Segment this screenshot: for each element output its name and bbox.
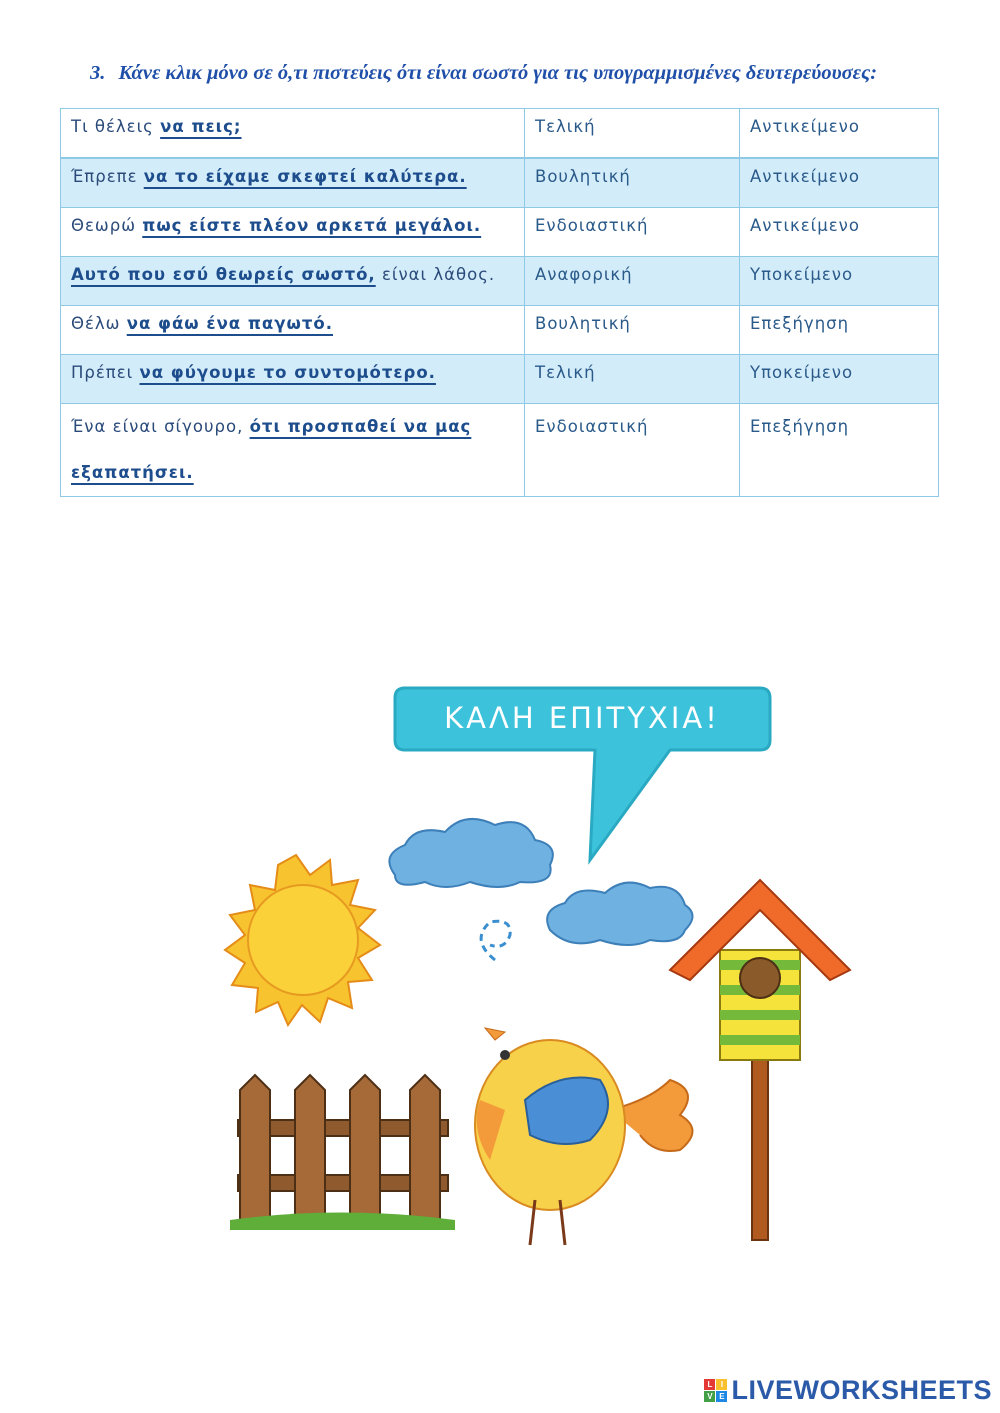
table-row [61,355,939,404]
underlined-clause: ότι προσπαθεί να μας εξαπατήσει. [71,417,472,482]
bird-icon [475,921,693,1245]
answer-option-clause-type[interactable]: Αναφορική [525,257,740,306]
instruction-heading [90,62,970,85]
brand-name: LIVEWORKSHEETS [731,1375,992,1405]
underlined-clause: πως είστε πλέον αρκετά μεγάλοι. [142,216,482,235]
exercise-table [60,108,939,497]
table-row [61,208,939,257]
cloud-icon [389,819,552,887]
underlined-clause: να φύγουμε το συντομότερο. [139,363,436,382]
good-luck-illustration [200,660,900,1260]
sentence-cell: Έπρεπε να το είχαμε σκεφτεί καλύτερα. [61,158,525,208]
answer-option-clause-type[interactable]: Ενδοιαστική [525,404,740,497]
table-row [61,306,939,355]
table-row [61,257,939,306]
sentence-cell: Θεωρώ πως είστε πλέον αρκετά μεγάλοι. [61,208,525,257]
fence-icon [230,1075,455,1230]
answer-option-syntax-role[interactable]: Αντικείμενο [740,208,939,257]
answer-option-syntax-role[interactable]: Επεξήγηση [740,404,939,497]
answer-option-clause-type[interactable]: Βουλητική [525,306,740,355]
sentence-cell: Θέλω να φάω ένα παγωτό. [61,306,525,355]
speech-bubble-text: ΚΑΛΗ ΕΠΙΤΥΧΙΑ! [444,701,720,735]
table-row [61,158,939,208]
answer-option-syntax-role[interactable]: Αντικείμενο [740,158,939,208]
underlined-clause: να το είχαμε σκεφτεί καλύτερα. [143,167,467,186]
answer-option-clause-type[interactable]: Βουλητική [525,158,740,208]
instruction-number: 3. [90,62,106,84]
table-row [61,404,939,497]
cloud-icon [547,883,692,945]
sentence-cell: Αυτό που εσύ θεωρείς σωστό, είναι λάθος. [61,257,525,306]
underlined-clause: να πεις; [160,117,242,136]
brand-footer [704,1375,992,1406]
answer-option-clause-type[interactable]: Τελική [525,109,740,159]
birdhouse-icon [670,880,850,1240]
answer-option-syntax-role[interactable]: Αντικείμενο [740,109,939,159]
sun-icon [225,855,380,1025]
answer-option-clause-type[interactable]: Τελική [525,355,740,404]
answer-option-syntax-role[interactable]: Υποκείμενο [740,355,939,404]
table-row [61,109,939,159]
sentence-cell: Ένα είναι σίγουρο, ότι προσπαθεί να μας εξαπατήσει. [61,404,525,497]
answer-option-clause-type[interactable]: Ενδοιαστική [525,208,740,257]
underlined-clause: να φάω ένα παγωτό. [126,314,333,333]
instruction-text: Κάνε κλικ μόνο σε ό,τι πιστεύεις ότι είναι σωστό για τις υπογραμμισμένες δευτερεύουσες: [118,62,878,84]
sentence-cell: Τι θέλεις να πεις; [61,109,525,159]
underlined-clause: Αυτό που εσύ θεωρείς σωστό, [71,265,376,284]
sentence-cell: Πρέπει να φύγουμε το συντομότερο. [61,355,525,404]
answer-option-syntax-role[interactable]: Υποκείμενο [740,257,939,306]
answer-option-syntax-role[interactable]: Επεξήγηση [740,306,939,355]
liveworksheets-logo-icon: L I V E [704,1379,727,1402]
